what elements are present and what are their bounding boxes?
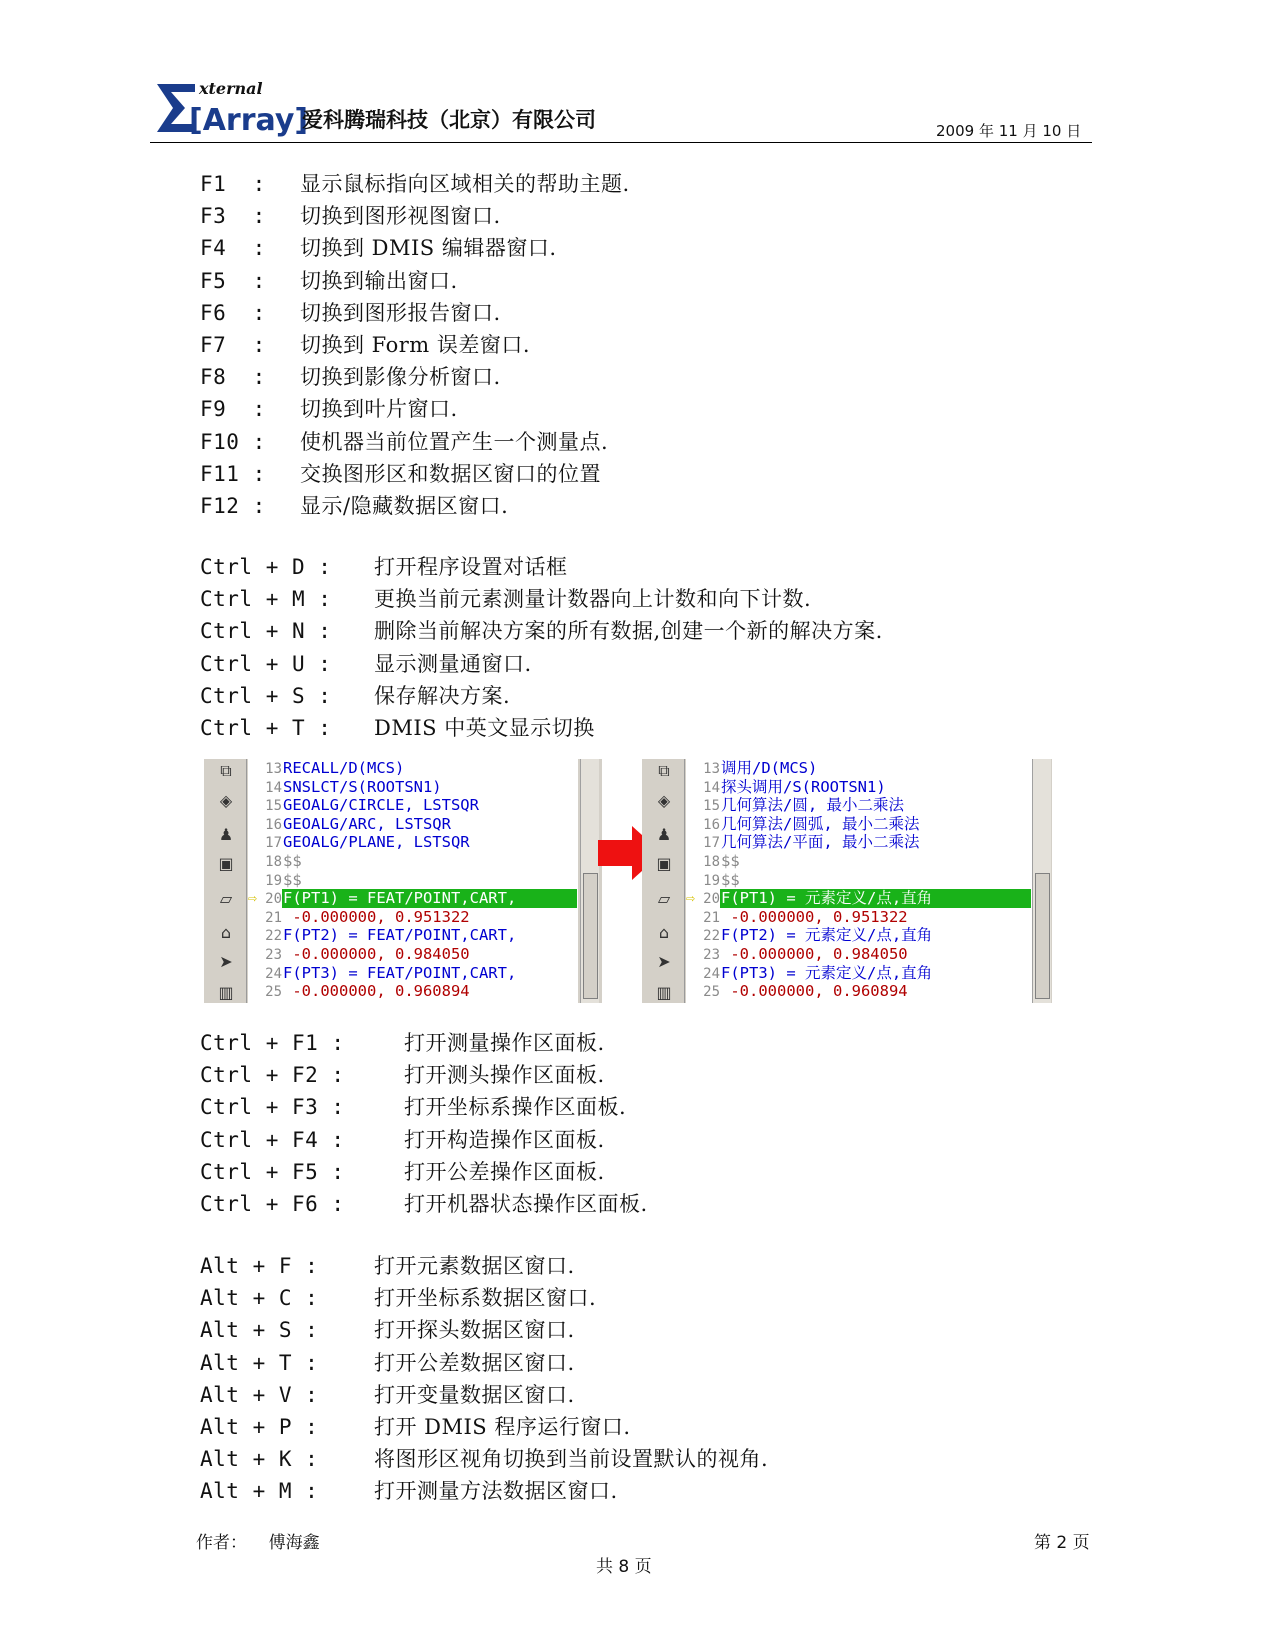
shortcut-description: 打开 DMIS 程序运行窗口. [374,1415,631,1439]
line-number: 16 [703,816,720,833]
shortcut-row [200,204,501,229]
shortcut-key: Alt + K : [200,1447,319,1472]
shortcut-row [200,1318,575,1343]
code-text: F(PT1) = FEAT/POINT,CART, [282,889,577,908]
shortcut-row [200,555,568,579]
code-line[interactable] [248,871,578,890]
shortcut-key: F9 : [200,397,266,422]
code-area[interactable] [248,759,578,1003]
code-line[interactable] [248,982,578,1001]
shortcut-row [200,461,601,486]
shortcut-row [200,1350,575,1375]
line-number: 13 [703,761,720,777]
line-number: 24 [703,965,720,982]
code-text: 探头调用/S(ROOTSN1) [721,777,886,796]
shortcut-key: Ctrl + F2 : [200,1063,345,1088]
code-line[interactable] [686,833,1032,852]
shortcut-row [200,236,557,261]
code-text: GEOALG/CIRCLE, LSTSQR [283,796,479,815]
current-line-arrow-icon: ⇨ [248,889,258,908]
shortcut-description: 打开测头操作区面板. [404,1063,605,1088]
shortcut-key: Ctrl + F1 : [200,1031,345,1055]
shortcut-description: 交换图形区和数据区窗口的位置 [300,461,601,486]
shortcut-key: F5 : [200,268,266,293]
shortcut-key: Ctrl + F5 : [200,1159,345,1184]
line-number: 18 [265,854,282,870]
shortcut-key: Ctrl + F3 : [200,1095,345,1120]
line-number: 18 [703,854,720,870]
code-text: -0.000000, 0.960894 [283,982,470,1001]
scroll-thumb[interactable] [583,873,598,999]
code-text: GEOALG/ARC, LSTSQR [283,814,451,833]
shortcut-key: Alt + P : [200,1415,319,1439]
vertical-scrollbar[interactable] [580,759,599,1003]
current-line-arrow-icon: ⇨ [686,889,696,908]
code-line[interactable] [686,871,1032,890]
shortcut-key: Ctrl + F4 : [200,1127,345,1152]
code-text: F(PT3) = 元素定义/点,直角 [721,963,933,982]
code-text: 几何算法/平面, 最小二乘法 [721,833,920,852]
vertical-scrollbar[interactable] [1032,759,1051,1003]
code-line[interactable] [248,945,578,964]
code-line[interactable] [248,889,578,908]
shortcut-row [200,1095,627,1120]
code-line[interactable] [686,889,1032,908]
code-line[interactable] [248,926,578,945]
code-text: -0.000000, 0.984050 [283,945,470,963]
shortcut-row [200,1415,631,1439]
shortcut-row [200,716,595,740]
shortcut-row [200,1286,597,1311]
company-logo [155,78,309,138]
shortcut-row [200,365,501,390]
shortcut-row [200,1159,605,1184]
line-number: 20 [265,891,282,908]
code-line[interactable] [248,908,578,927]
shortcut-row [200,1127,605,1152]
new-window-icon[interactable]: ⧉ [220,761,232,780]
shortcut-description: 保存解决方案. [374,683,511,708]
shortcut-description: 打开坐标系操作区面板. [404,1095,627,1120]
eraser-icon[interactable]: ▱ [657,889,671,908]
shortcut-key: F6 : [200,300,266,325]
shortcut-row [200,429,609,454]
code-text: F(PT1) = 元素定义/点,直角 [720,889,1031,908]
svg-text:xternal: xternal [199,79,263,98]
line-number: 16 [265,816,282,833]
code-text: $$ [721,870,740,889]
code-line[interactable] [248,852,578,871]
line-number: 17 [265,835,282,852]
run-icon[interactable]: ➤ [219,952,233,971]
shortcut-key: F1 : [200,172,266,196]
chart-icon[interactable]: ▥ [218,983,234,1002]
code-line[interactable] [686,796,1032,815]
line-number: 15 [703,798,720,815]
header-date: 2009 年 11 月 10 日 [936,122,1082,140]
diamond-icon[interactable]: ◈ [219,791,233,810]
code-text: -0.000000, 0.984050 [721,945,908,963]
shortcut-description: 打开机器状态操作区面板. [404,1192,648,1216]
code-line[interactable] [686,815,1032,834]
shortcut-key: Alt + V : [200,1382,319,1407]
footer-author: 作者： 傅海鑫 [196,1533,320,1553]
line-number: 22 [265,928,282,945]
shortcut-description: 将图形区视角切换到当前设置默认的视角. [374,1447,769,1472]
shortcut-description: 打开测量方法数据区窗口. [374,1479,618,1504]
dmis-editor-chinese [642,759,1052,1003]
shortcut-description: 切换到影像分析窗口. [300,365,501,390]
shortcut-description: 打开程序设置对话框 [374,555,568,579]
editor-toolbar [204,759,247,1003]
shortcut-key: F3 : [200,204,266,229]
shortcut-row [200,619,883,644]
shortcut-key: F11 : [200,461,266,486]
code-text: 几何算法/圆弧, 最小二乘法 [721,814,920,833]
chart-icon[interactable]: ▥ [656,983,672,1002]
code-text: RECALL/D(MCS) [283,759,405,777]
code-text: $$ [283,870,302,889]
code-text: 调用/D(MCS) [721,759,818,777]
line-number: 20 [703,891,720,908]
shortcut-key: Ctrl + N : [200,619,332,644]
dmis-editor-english [204,759,602,1003]
shortcut-description: DMIS 中英文显示切换 [374,716,595,740]
line-number: 15 [265,798,282,815]
home-icon[interactable]: ⌂ [220,923,232,942]
shortcut-key: Alt + T : [200,1350,319,1375]
shortcut-description: 打开探头数据区窗口. [374,1318,575,1343]
shortcut-key: Alt + S : [200,1318,319,1343]
shortcut-row [200,268,458,293]
code-text: F(PT2) = 元素定义/点,直角 [721,926,933,945]
code-text: $$ [283,852,302,870]
line-number: 21 [703,909,720,926]
line-number: 23 [703,947,720,963]
shortcut-description: 打开公差操作区面板. [404,1159,605,1184]
shortcut-description: 打开构造操作区面板. [404,1127,605,1152]
code-text: F(PT2) = FEAT/POINT,CART, [283,926,517,945]
shortcut-row [200,1382,575,1407]
shortcut-row [200,651,532,676]
shortcut-description: 更换当前元素测量计数器向上计数和向下计数. [374,587,812,612]
shortcut-key: F4 : [200,236,266,261]
code-text: -0.000000, 0.951322 [721,907,908,926]
code-text: 几何算法/圆, 最小二乘法 [721,796,904,815]
code-line[interactable] [686,964,1032,983]
shortcut-row [200,1479,618,1504]
probe-icon[interactable]: ♟ [218,825,234,844]
shortcut-row [200,683,511,708]
shortcut-description: 打开公差数据区窗口. [374,1350,575,1375]
shortcut-row [200,1254,575,1278]
shortcut-row [200,333,531,357]
code-text: GEOALG/PLANE, LSTSQR [283,833,470,852]
home-icon[interactable]: ⌂ [658,923,670,942]
code-line[interactable] [686,908,1032,927]
code-line[interactable] [686,778,1032,797]
code-text: -0.000000, 0.951322 [283,907,470,926]
line-number: 24 [265,965,282,982]
line-number: 25 [703,984,720,1001]
shortcut-description: 切换到 DMIS 编辑器窗口. [300,236,557,261]
shortcut-description: 打开元素数据区窗口. [374,1254,575,1278]
footer-total-pages: 共 8 页 [596,1557,652,1577]
shortcut-row [200,172,630,196]
shortcut-description: 切换到图形视图窗口. [300,204,501,229]
code-line[interactable] [248,759,578,778]
code-line[interactable] [248,964,578,983]
shortcut-row [200,494,509,518]
line-number: 21 [265,909,282,926]
shortcut-key: Alt + F : [200,1254,319,1278]
diamond-icon[interactable]: ◈ [657,791,671,810]
shortcut-row [200,1192,648,1216]
shortcut-row [200,397,458,422]
shortcut-description: 使机器当前位置产生一个测量点. [300,429,609,454]
line-number: 19 [265,872,282,889]
line-number: 14 [703,779,720,796]
line-number: 25 [265,984,282,1001]
run-icon[interactable]: ➤ [657,952,671,971]
shortcut-row [200,1031,605,1055]
footer-page-number: 第 2 页 [1034,1533,1090,1553]
line-number: 23 [265,947,282,963]
code-line[interactable] [686,945,1032,964]
code-line[interactable] [686,926,1032,945]
shortcut-description: 切换到图形报告窗口. [300,300,501,325]
shortcut-key: Ctrl + D : [200,555,332,579]
company-name: 爱科腾瑞科技（北京）有限公司 [302,108,596,132]
line-number: 22 [703,928,720,945]
info-icon[interactable]: ▣ [656,854,672,873]
code-area[interactable] [686,759,1032,1003]
shortcut-key: F7 : [200,333,266,357]
code-text: F(PT3) = FEAT/POINT,CART, [283,963,517,982]
code-line[interactable] [248,796,578,815]
line-number: 19 [703,872,720,889]
probe-icon[interactable]: ♟ [656,825,672,844]
line-number: 14 [265,779,282,796]
shortcut-description: 显示测量通窗口. [374,651,532,676]
shortcut-row [200,1063,605,1088]
code-line[interactable] [248,815,578,834]
shortcut-description: 删除当前解决方案的所有数据,创建一个新的解决方案. [374,619,883,644]
shortcut-description: 显示/隐藏数据区窗口. [300,494,509,518]
code-line[interactable] [248,833,578,852]
shortcut-key: Ctrl + T : [200,716,332,740]
scroll-thumb[interactable] [1035,873,1050,999]
shortcut-description: 显示鼠标指向区域相关的帮助主题. [300,172,630,196]
shortcut-key: Ctrl + M : [200,587,332,612]
shortcut-description: 打开变量数据区窗口. [374,1382,575,1407]
code-text: -0.000000, 0.960894 [721,982,908,1001]
shortcut-description: 打开坐标系数据区窗口. [374,1286,597,1311]
line-number: 17 [703,835,720,852]
shortcut-description: 切换到 Form 误差窗口. [300,333,531,357]
header-rule [150,142,1092,143]
code-text: SNSLCT/S(ROOTSN1) [283,777,442,796]
code-line[interactable] [686,852,1032,871]
code-text: $$ [721,852,740,870]
shortcut-key: F10 : [200,429,266,454]
shortcut-row [200,587,812,612]
shortcut-key: F8 : [200,365,266,390]
shortcut-key: Ctrl + U : [200,651,332,676]
shortcut-description: 切换到输出窗口. [300,268,458,293]
shortcut-description: 切换到叶片窗口. [300,397,458,422]
shortcut-key: Alt + M : [200,1479,319,1504]
svg-text:[Array]: [Array] [189,103,309,138]
info-icon[interactable]: ▣ [218,854,234,873]
eraser-icon[interactable]: ▱ [219,889,233,908]
line-number: 13 [265,761,282,777]
shortcut-key: F12 : [200,494,266,518]
editor-toolbar [642,759,685,1003]
code-line[interactable] [686,759,1032,778]
shortcut-row [200,1447,769,1472]
shortcut-row [200,300,501,325]
shortcut-key: Ctrl + S : [200,683,332,708]
shortcut-description: 打开测量操作区面板. [404,1031,605,1055]
new-window-icon[interactable]: ⧉ [658,761,670,780]
code-line[interactable] [248,778,578,797]
shortcut-key: Alt + C : [200,1286,319,1311]
shortcut-key: Ctrl + F6 : [200,1192,345,1216]
code-line[interactable] [686,982,1032,1001]
